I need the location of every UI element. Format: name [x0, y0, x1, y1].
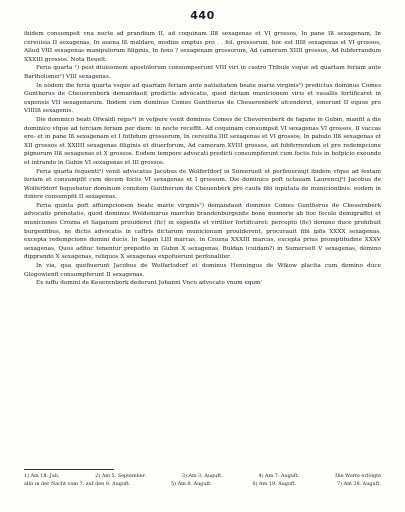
paragraph-6: Feria quinta poft affumpcionem beate marie virginis⁷) demandauit dominus Comes Guntherus de Cheuernberk advocatis prenotatis, quod dominus Woldemarus marchio brandenburgenfis bone memorie ab hoc feculo demigraffet et municiones Crozna et Saganum prouideret (fic) in expenfis et viriliter fortificaret: percepto (fic) domino duce prohibuit burgenfibus, ne dictis advocatis in caftris dictarum municionum prouiderent, procurauit fibi ipfis XXXX sexagenas, excepta redempcione domini ducis, In Sagan LIII marcas, in Crozna XXXIII marcas, excepta prius promptitudine XXXV sexagenas, Quos adhuc tenentur prepofito in Gubin X sexagenas, Buldan (cuidam?) in Sumeruelt V sexagenas, domino dipprando X sexagenas, reliquos X sexagenas expofuerunt perfonaliter.	[24, 202, 381, 261]
paragraph-2: Feria quarta ¹) post diuisionem apostolorum consumpserunt VIII viri in castro Tribule vsque ad quartam feriam ante Bartholomei²) VIII sexagenas.	[24, 65, 381, 80]
footnote-6: 6) Am 19. Auguft.	[252, 480, 297, 487]
paragraph-4: Die dominico beati Ofwaldi regis⁴) in vefpere venit dominus Comes de Cheverenberk de fagano in Gubin, manfit a die dominico vfque ad terciam feriam per diem: in nocte receffit. Ad coquinam consumpsit VI sexagenas VI grossos, II vaccas ere- et in pane Iß sexagenam et I fothdum grossorum, In cereuifia IIII sexagenas et VI grossos, In pabulo IIß sexagenas et XII grossos et XXIIII sexagenas filiginis et diuerforum, Ad cameram XVIII grossos, ad fubferrendum et pro redempcione pignorum IIß sexagenas et X grossos. Eodem tempore advocati predicti consumpferunt cum fociis fuis in hofpicio exeundo et intrando in Gubin VI sexagenas et III grossos.	[24, 116, 381, 166]
footnote-3: 3) Am 3. Auguft.	[181, 473, 223, 479]
footnote-4: 4) Am 7. Auguft.	[258, 473, 300, 479]
footnote-row	[24, 481, 381, 489]
page-number: 440	[190, 9, 215, 22]
paragraph-8: Ex iuffu domini de Keuerenberk dederunt Johanni Vnco advocato vnum equm'	[36, 280, 263, 287]
footnote-4-continuation: alfo in der Nacht vom 7. auf den 8. Auguft.	[24, 480, 131, 487]
footnote-4-continued: Die Worte erfolgte	[335, 473, 381, 479]
footnote-divider	[24, 469, 114, 470]
paragraph-5: Feria quarta fequenti⁵) venit advocatus Jacobus de Wolferfdorf in Sumeruelt et perfeueraujt ibidem vfque ad fextam feriam et consumpfit cum decem fociis VI sexagenas et I grossum. Die dominico poft octauam Laurencij⁶) Jacobus de Wolferfdorf fequebatur dominum comitem Guntherum de Cheuenberk pro caufa fibi inputata de municionibus: eodem in itinere consumpfit II sexagenas.	[24, 168, 381, 201]
footnote-5: 5) Am 8. Auguft.	[171, 480, 212, 487]
footnote-2: 2) Am 5. September.	[95, 473, 147, 479]
footnote-7: 7) Am 28. Auguft.	[337, 480, 381, 487]
paragraph-7: In via, qua quefiuerunt Jacobus de Wolfartsdorf et dominus Henningus de Wikow placita cum domino duce Glogowienfi consumpferunt II sexagenas.	[24, 263, 381, 278]
footnotes	[24, 473, 381, 488]
paragraph-3: In eodem die feria quarta vsque ad quartam feriam ante natiuitatem beate marie virginis³) predictus dominus Comes Guntherus de Cheuerenberk demandauit predictis advocatis, quod dictam municionem viris et vasallis fortificaret in expensis VII sexagenarum. Ibidem cum dominus Comes Guntherus de Cheuerenberk afcenderet, emerunt II equoe pro VIIIIß sexagenis.	[24, 82, 381, 115]
body-text	[24, 30, 381, 288]
footnote-row	[24, 473, 381, 481]
footnote-1: 1) Am 18. Juli.	[24, 473, 60, 479]
paragraph-1: ibidem consumpsit vna nocte ad prandium II, ad coquinam IIß sexagenas et VI grossos, In pane Iß sexagenam, In cereuisia II sexagenas, In auena Iß maldare, modius emptus pro . . fol. grossorum, hoc est IIIß sexagenas et VI grossos, Aliud VIII sexagenas manipulorum filiginis, In feno ? sexagenam grossorum, Ad camerarn XIIII grossos, Ad fubferrandum XXXIII grossos. Nota Beuelt.	[24, 31, 381, 63]
